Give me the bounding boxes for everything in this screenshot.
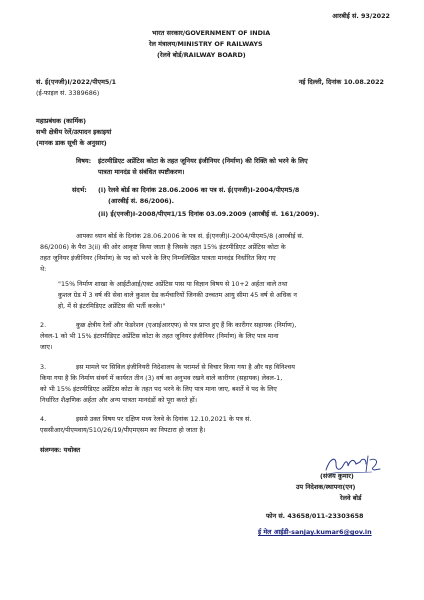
para-3-line-2: किया गया है कि निर्माण संवर्ग में कार्यरत तीन (3) वर्ष का अनुभव रखने वाले कारीगर (सहायक) लेवल-1, [40, 374, 283, 382]
para-3-number: 3. [40, 363, 47, 371]
signatory-email-link[interactable]: ई मेल आईडी-sanjay.kumar6@gov.in [258, 528, 372, 536]
para-3-line-4: निर्धारित शैक्षणिक अर्हता और अन्य पात्रता मानदंडों को पूरा करते हों। [40, 396, 198, 404]
rbe-number: आरबीई सं. 93/2022 [332, 12, 390, 20]
reference-label: संदर्भ: [72, 186, 87, 194]
efile-number: (ई-फाइल सं. 3389686) [36, 89, 100, 97]
addressee-line-1: महाप्रबंधक (कार्मिक) [36, 117, 87, 125]
enclosure-note: संलग्नक: यथोक्त [40, 446, 81, 454]
quote-line-2: कुशल ग्रेड में 3 वर्ष की सेवा वाले कुशल ग्रेड कर्मचारियों जिनकी उच्चतम आयु सीमा 45 वर्ष से अधिक न [58, 291, 297, 299]
place-date: नई दिल्ली, दिनांक 10.08.2022 [298, 78, 384, 86]
para-4-number: 4. [40, 415, 47, 423]
para-2-line-2: लेवल-1 को भी 15% इंटरमीडिएट अप्रेंटिस कोटा के तहत जूनियर इंजीनियर (निर्माण) के लिए पात्र माना [40, 332, 279, 340]
signatory-office: रेलवे बोर्ड [340, 494, 362, 502]
addressee-line-3: (मानक डाक सूची के अनुसार) [36, 139, 107, 147]
addressee-line-2: सभी क्षेत्रीय रेलें/उत्पादन इकाइयां [36, 128, 112, 136]
signatory-name: (संजय कुमार) [320, 472, 354, 480]
reference-item-2: (ii) ई(एनजी)I-2008/पीएम1/15 दिनांक 03.09.2009 (आरबीई सं. 161/2009). [98, 210, 320, 218]
subject-line-1: इंटरमीडिएट अप्रेंटिस कोटा के तहत जूनियर इंजीनियर (निर्माण) की रिक्ति को भरने के लिए [98, 157, 308, 165]
reference-item-1: (i) रेलवे बोर्ड का दिनांक 28.06.2006 का पत्र सं. ई(एनजी)I-2004/पीएम5/8 [98, 186, 300, 194]
quote-line-1: "15% निर्माण शाखा के आईटीआई/एक्ट अप्रेंटिस पास या विज्ञान विषय से 10+2 अर्हता वाले तथा [58, 280, 288, 288]
government-title: भारत सरकार/GOVERNMENT OF INDIA [152, 29, 271, 37]
para-3-line-1: इस मामले पर सिविल इंजीनियरी निदेशालय के परामर्श से विचार किया गया है और यह विनिश्चय [76, 363, 295, 371]
para-1-line-1: आपका ध्यान बोर्ड के दिनांक 28.06.2006 के पत्र सं. ई(एनजी)I-2004/पीएम5/8 (आरबीई सं. [76, 232, 304, 240]
para-4-line-1: इससे उक्त विषय पर दक्षिण मध्य रेलवे के दिनांक 12.10.2021 के पत्र सं. [76, 415, 252, 423]
board-title: (रेलवे बोर्ड/RAILWAY BOARD) [157, 51, 246, 59]
para-1-line-3: तहत जूनियर इंजीनियर (निर्माण) के पद को भरने के लिए निम्नलिखित पात्रता मानदंड निर्धारित किए गए [40, 254, 276, 262]
reference-item-1-rbe: (आरबीई सं. 86/2006). [108, 197, 175, 205]
subject-label: विषय: [76, 157, 92, 165]
para-1-line-2: 86/2006) के पैरा 3(ii) की ओर आकृष्ट किया जाता है जिसके तहत 15% इंटरमीडिएट अप्रेंटिस कोटा के [40, 243, 286, 251]
signatory-designation: उप निदेशक/स्थापना(एन) [296, 483, 356, 491]
quote-line-3: हो, में से इंटरमिडिएट अप्रेंटिस की भर्ती करके।" [58, 302, 166, 310]
file-number: सं. ई(एनजी)I/2022/पीएम5/1 [36, 78, 117, 86]
para-4-line-2: एससीआर/पीएमवाय/510/26/19/पीएमएसम का निपटारा हो जाता है। [40, 426, 206, 434]
para-1-line-4: थे: [40, 265, 47, 273]
ministry-title: रेल मंत्रालय/MINISTRY OF RAILWAYS [149, 40, 263, 48]
para-2-number: 2. [40, 321, 47, 329]
para-2-line-3: जाए। [40, 343, 53, 351]
para-3-line-3: को भी 15% इंटरमीडिएट अप्रेंटिस कोटा के तहत पद भरने के लिए पात्र माना जाए, बशर्ते वे पद के लिए [40, 385, 277, 393]
signatory-phone: फोन सं. 43658/011-23303658 [266, 512, 364, 520]
subject-line-2: पात्रता मानदंड से संबंधित स्पष्टीकरण। [98, 168, 185, 176]
para-2-line-1: कुछ क्षेत्रीय रेलों और फेडरेशन (एआईआरएफ) से पत्र प्राप्त हुए हैं कि कारीगर सहायक (निर्माण), [76, 321, 297, 329]
